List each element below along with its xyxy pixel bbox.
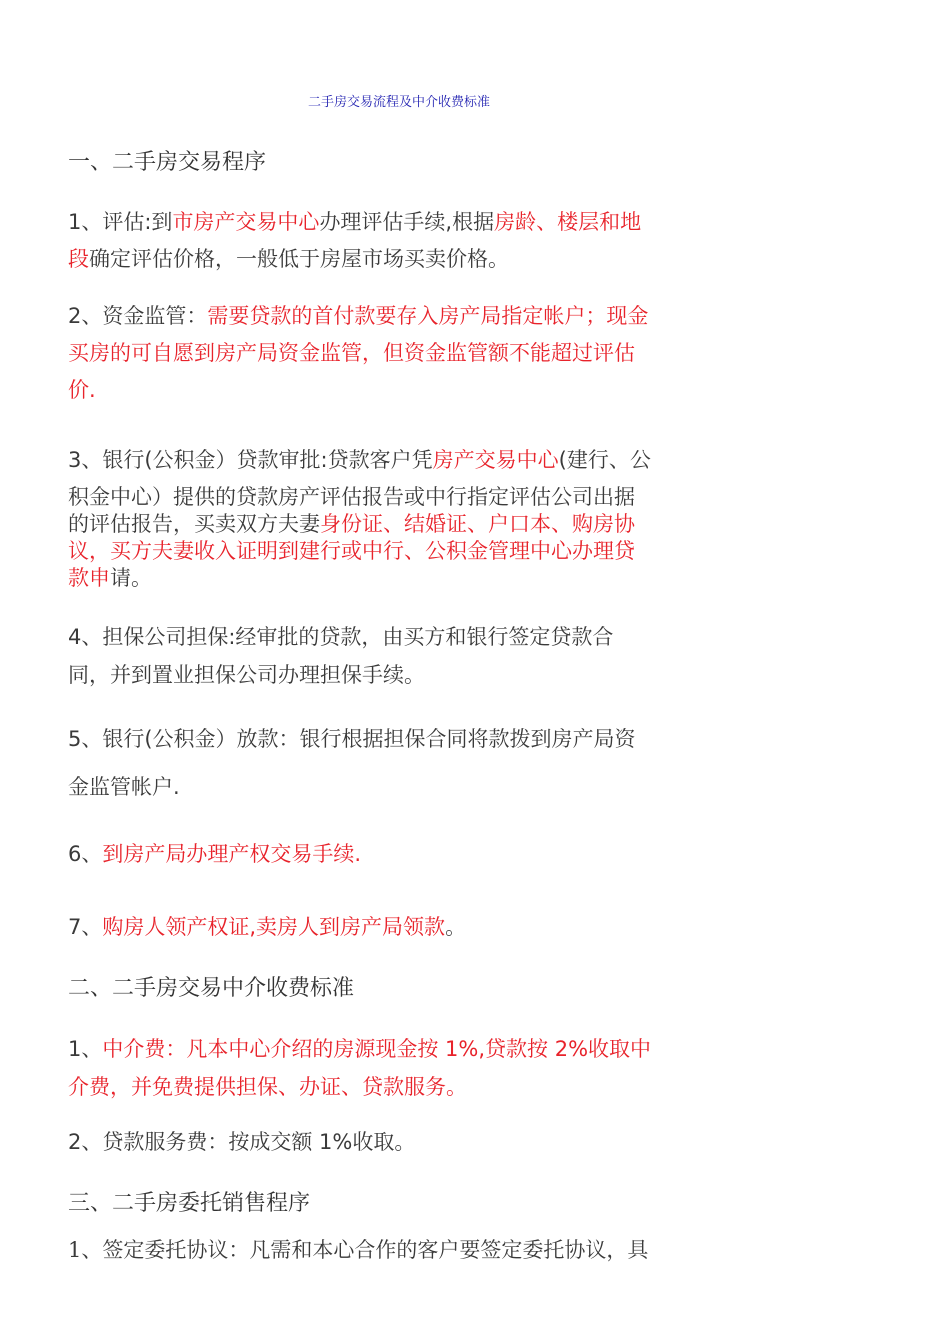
paragraph-3-1: 1、签定委托协议：凡需和本心合作的客户要签定委托协议，具 [68, 1238, 649, 1262]
paragraph-1-4: 4、担保公司担保:经审批的贷款，由买方和银行签定贷款合 同，并到置业担保公司办理担保手续。 [68, 625, 614, 687]
section-heading-1: 一、二手房交易程序 [68, 150, 267, 175]
section-heading-3: 三、二手房委托销售程序 [68, 1191, 311, 1216]
paragraph-1-5: 5、银行(公积金）放款：银行根据担保合同将款拨到房产局资 金监管帐户. [68, 727, 636, 799]
paragraph-1-2: 2、资金监管：需要贷款的首付款要存入房产局指定帐户；现金 买房的可自愿到房产局资金监管，但资金监管额不能超过评估 价. [68, 304, 649, 402]
document-title: 二手房交易流程及中介收费标准 [307, 95, 490, 110]
section-heading-2: 二、二手房交易中介收费标准 [68, 976, 355, 1001]
paragraph-1-6: 6、到房产局办理产权交易手续. [68, 842, 362, 866]
paragraph-2-1: 1、中介费：凡本中心介绍的房源现金按 1%,贷款按 2%收取中 介费，并免费提供担保、办证、贷款服务。 [68, 1037, 652, 1099]
paragraph-1-1: 1、评估:到市房产交易中心办理评估手续,根据房龄、楼层和地 段确定评估价格，一般低于房屋市场买卖价格。 [68, 210, 642, 271]
paragraph-1-7: 7、购房人领产权证,卖房人到房产局领款。 [68, 915, 467, 939]
paragraph-2-2: 2、贷款服务费：按成交额 1%收取。 [68, 1130, 416, 1154]
paragraph-1-3: 3、银行(公积金）贷款审批:贷款客户凭房产交易中心(建行、公 积金中心）提供的贷款房产评估报告或中行指定评估公司出据 的评估报告，买卖双方夫妻身份证、结婚证、户口本、购房协 议，买方夫妻收入证明到建行或中行、公积金管理中心办理贷 款申请。 [68, 448, 651, 590]
